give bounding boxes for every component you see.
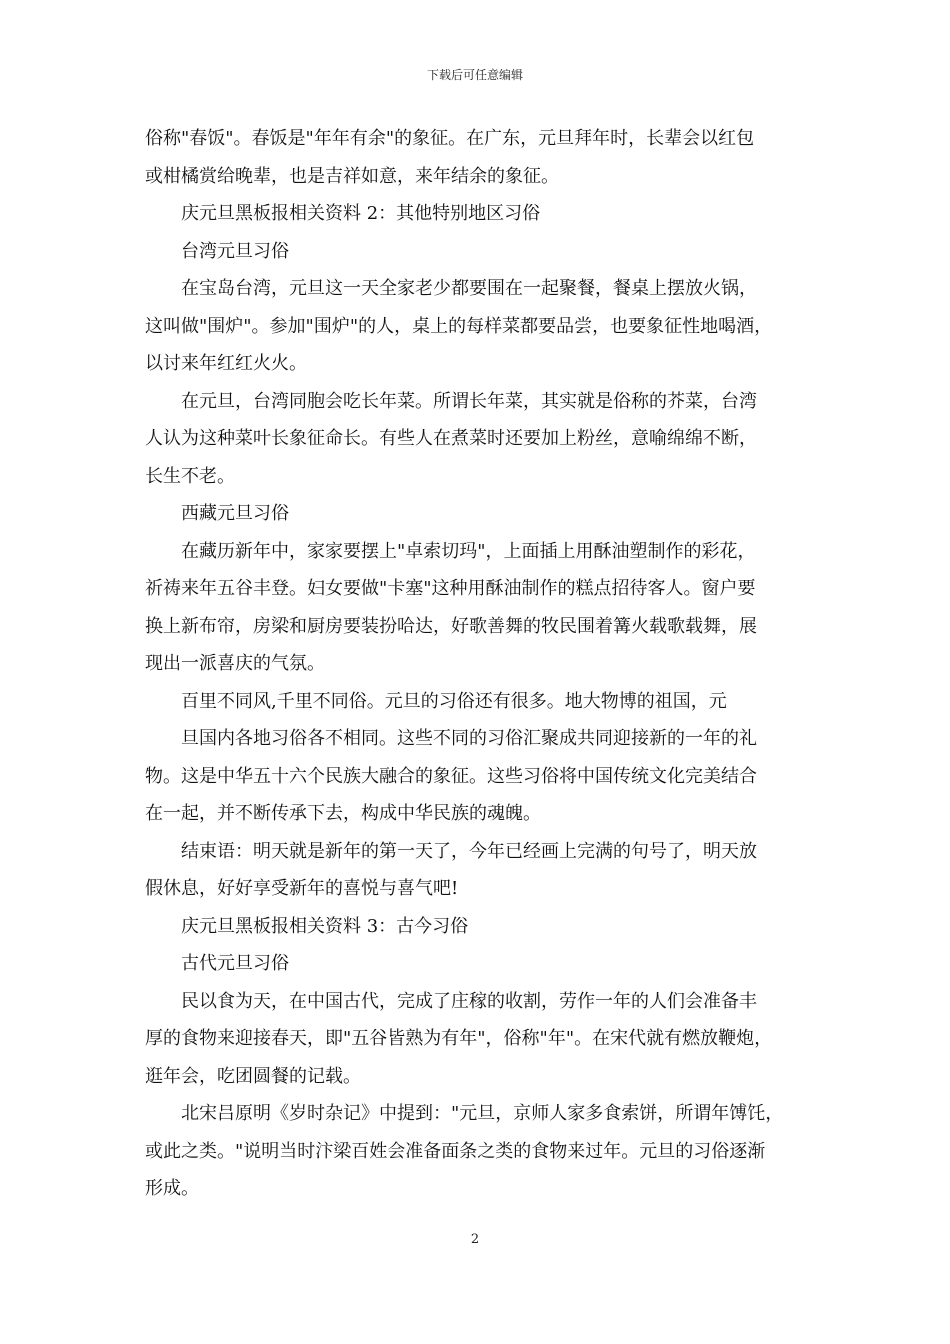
text-line: 在藏历新年中，家家要摆上"卓索切玛"，上面插上用酥油塑制作的彩花， — [181, 540, 756, 562]
text-line: 庆元旦黑板报相关资料 3：古今习俗 — [181, 915, 469, 937]
text-line: 旦国内各地习俗各不相同。这些不同的习俗汇聚成共同迎接新的一年的礼 — [181, 728, 757, 749]
text-line: 在宝岛台湾，元旦这一天全家老少都要围在一起聚餐，餐桌上摆放火锅， — [181, 278, 757, 299]
page-number: 2 — [470, 1232, 480, 1247]
subsection-heading — [145, 945, 817, 983]
text-line: 现出一派喜庆的气氛。 — [145, 653, 325, 674]
text-line: 或此之类。"说明当时汴梁百姓会准备面条之类的食物来过年。元旦的习俗逐渐 — [145, 1140, 766, 1162]
text-line: 以讨来年红红火火。 — [145, 353, 307, 374]
text-line: 换上新布帘，房梁和厨房要装扮哈达，好歌善舞的牧民围着篝火载歌载舞，展 — [145, 615, 757, 637]
text-line: 假休息，好好享受新年的喜悦与喜气吧! — [145, 878, 459, 899]
document-body — [145, 120, 817, 1208]
paragraph — [145, 983, 817, 1096]
paragraph — [145, 720, 817, 758]
text-line: 祈祷来年五谷丰登。妇女要做"卡塞"这种用酥油制作的糕点招待客人。窗户要 — [145, 578, 756, 599]
subsection-heading — [145, 495, 817, 533]
subsection-heading — [145, 233, 817, 271]
text-line: 人认为这种菜叶长象征命长。有些人在煮菜时还要加上粉丝，意喻绵绵不断， — [145, 428, 757, 449]
text-line: 逛年会，吃团圆餐的记载。 — [145, 1065, 361, 1087]
paragraph — [145, 383, 817, 496]
text-line: 古代元旦习俗 — [181, 953, 289, 974]
text-line: 在一起，并不断传承下去，构成中华民族的魂魄。 — [145, 803, 541, 824]
text-line: 庆元旦黑板报相关资料 2：其他特别地区习俗 — [181, 203, 541, 224]
page-header: 下载后可任意编辑 — [426, 68, 523, 82]
text-line: 物。这是中华五十六个民族大融合的象征。这些习俗将中国传统文化完美结合 — [145, 765, 757, 787]
text-line: 结束语：明天就是新年的第一天了，今年已经画上完满的句号了，明天放 — [181, 840, 757, 862]
paragraph — [145, 1095, 817, 1208]
text-line: 北宋吕原明《岁时杂记》中提到："元旦，京师人家多食索饼，所谓年馎饦， — [181, 1103, 784, 1124]
text-line: 西藏元旦习俗 — [181, 503, 289, 524]
text-line: 台湾元旦习俗 — [181, 240, 289, 262]
paragraph — [145, 758, 817, 833]
text-line: 形成。 — [145, 1178, 199, 1199]
text-line: 在元旦，台湾同胞会吃长年菜。所谓长年菜，其实就是俗称的芥菜，台湾 — [181, 390, 757, 412]
section-heading — [145, 195, 817, 233]
text-line: 这叫做"围炉"。参加"围炉"的人，桌上的每样菜都要品尝，也要象征性地喝酒， — [145, 315, 773, 337]
text-line: 长生不老。 — [145, 465, 235, 487]
paragraph — [145, 833, 817, 908]
paragraph — [145, 120, 817, 195]
paragraph — [145, 270, 817, 383]
paragraph — [145, 533, 817, 683]
text-line: 厚的食物来迎接春天，即"五谷皆熟为有年"，俗称"年"。在宋代就有燃放鞭炮， — [145, 1028, 773, 1049]
section-heading — [145, 908, 817, 946]
text-line: 或柑橘赏给晚辈，也是吉祥如意，来年结余的象征。 — [145, 165, 559, 187]
text-line: 俗称"春饭"。春饭是"年年有余"的象征。在广东，元旦拜年时，长辈会以红包 — [145, 128, 755, 149]
text-line: 百里不同风,千里不同俗。元旦的习俗还有很多。地大物博的祖国，元 — [181, 690, 727, 712]
paragraph — [145, 683, 817, 721]
text-line: 民以食为天，在中国古代，完成了庄稼的收割，劳作一年的人们会准备丰 — [181, 990, 757, 1012]
